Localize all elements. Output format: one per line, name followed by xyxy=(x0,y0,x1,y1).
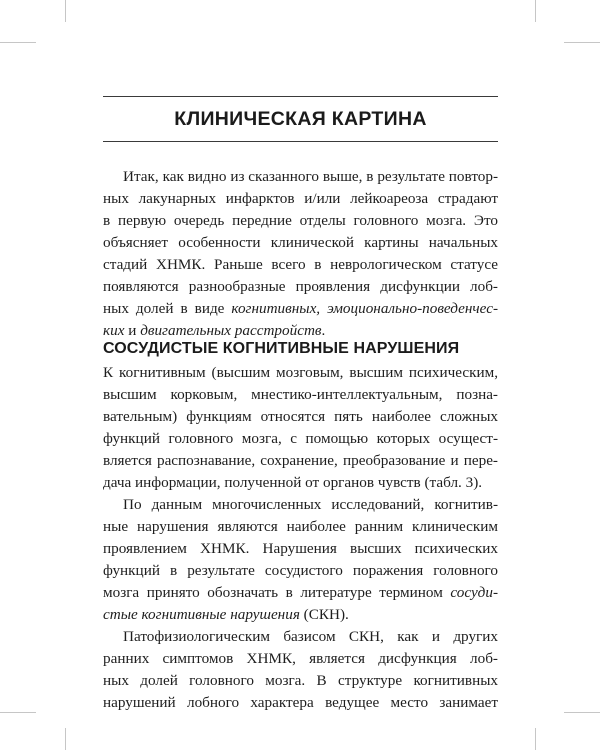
text-line: Патофизиологическим базисом СКН, как и других xyxy=(123,628,498,645)
crop-mark-right-top xyxy=(564,42,600,43)
header-rule-top xyxy=(103,96,498,97)
crop-mark-bottom-left xyxy=(65,728,66,750)
emphasis-text: сосуди- xyxy=(450,584,498,601)
crop-mark-top-right xyxy=(535,0,536,22)
text-line xyxy=(103,582,498,604)
header-rule-bottom xyxy=(103,141,498,142)
crop-mark-right-bottom xyxy=(564,712,600,713)
text-line: По данным многочисленных исследований, когнитив- xyxy=(123,496,498,513)
text-line: функций головного мозга, с помощью которых осущест- xyxy=(103,430,498,447)
text-run: ных долей в виде xyxy=(103,300,232,317)
crop-mark-left-top xyxy=(0,42,36,43)
text-line: Итак, как видно из сказанного выше, в результате повтор- xyxy=(123,168,498,185)
text-line xyxy=(103,604,498,626)
text-line: ных долей головного мозга. В структуре когнитивных xyxy=(103,672,498,689)
emphasis-text: ких xyxy=(103,322,125,339)
text-line: вляется распознавание, сохранение, преобразование и пере- xyxy=(103,452,498,469)
text-line: функций в результате сосудистого поражения головного xyxy=(103,562,498,579)
text-line: стадий ХНМК. Раньше всего в неврологическом статусе xyxy=(103,256,498,273)
text-line xyxy=(103,320,498,342)
text-line: К когнитивным (высшим мозговым, высшим психическим, xyxy=(103,364,498,381)
text-line: в первую очередь передние отделы головного мозга. Это xyxy=(103,212,498,229)
crop-mark-bottom-right xyxy=(535,728,536,750)
text-run: . xyxy=(321,322,326,339)
text-line: ные нарушения являются наиболее ранним клиническим xyxy=(103,518,498,535)
chapter-title: КЛИНИЧЕСКАЯ КАРТИНА xyxy=(174,108,427,130)
text-line: дача информации, полученной от органов чувств (табл. 3). xyxy=(103,474,483,491)
text-run: и xyxy=(124,322,141,339)
emphasis-text: двигательных расстройств xyxy=(140,322,322,339)
crop-mark-top-left xyxy=(65,0,66,22)
crop-mark-left-bottom xyxy=(0,712,36,713)
intro-paragraph xyxy=(103,166,498,342)
text-line: ранних симптомов ХНМК, является дисфункция лоб- xyxy=(103,650,498,667)
text-line: объясняет особенности клинической картины начальных xyxy=(103,234,498,251)
section-heading: СОСУДИСТЫЕ КОГНИТИВНЫЕ НАРУШЕНИЯ xyxy=(103,340,460,357)
text-line: проявлением ХНМК. Нарушения высших психических xyxy=(103,540,498,557)
emphasis-text: стые когнитивные нарушения xyxy=(103,606,300,623)
text-line: ных лакунарных инфарктов и/или лейкоареоза страдают xyxy=(103,190,498,207)
emphasis-text: когнитивных, эмоционально-поведенчес- xyxy=(231,300,499,317)
section-body xyxy=(103,362,498,714)
text-line: нарушений лобного характера ведущее место занимает xyxy=(103,694,498,711)
text-line xyxy=(103,298,498,320)
text-run: мозга принято обозначать в литературе термином xyxy=(103,584,451,601)
text-run: (СКН). xyxy=(299,606,349,623)
text-line: высшим корковым, мнестико-интеллектуальным, позна- xyxy=(103,386,498,403)
text-line: вательным) функциям относятся пять наиболее сложных xyxy=(103,408,498,425)
text-line: появляются разнообразные проявления дисфункции лоб- xyxy=(103,278,498,295)
